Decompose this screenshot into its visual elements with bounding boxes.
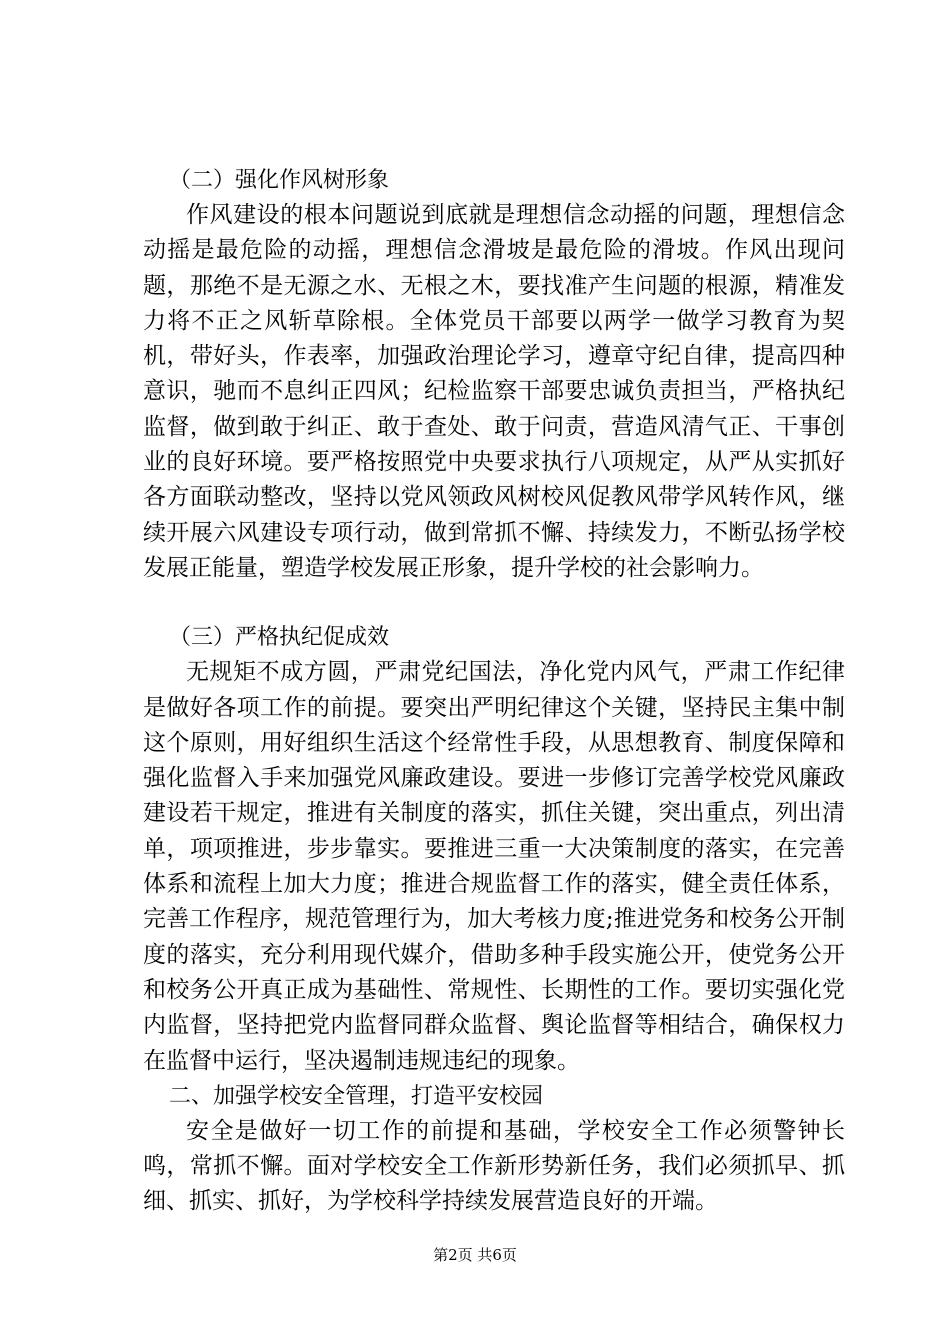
section-paragraph: 作风建设的根本问题说到底就是理想信念动摇的问题，理想信念动摇是最危险的动摇，理想信念滑坡是最危险的滑坡。作风出现问题，那绝不是无源之水、无根之木，要找准产生问题的根源，精准发力将不正之风斩草除根。全体党员干部要以两学一做学习教育为契机，带好头，作表率，加强政治理论学习，遵章守纪自律，提高四种意识，驰而不息纠正四风；纪检监察干部要忠诚负责担当，严格执纪监督，做到敢于纠正、敢于查处、敢于问责，营造风清气正、干事创业的良好环境。要严格按照党中央要求执行八项规定，从严从实抓好各方面联动整改，坚持以党风领政风树校风促教风带学风转作风，继续开展六风建设专项行动，做到常抓不懈、持续发力，不断弘扬学校发展正能量，塑造学校发展正形象，提升学校的社会影响力。 <box>143 202 845 581</box>
document-body <box>143 163 845 1220</box>
section-paragraph: 无规矩不成方圆，严肃党纪国法，净化党内风气，严肃工作纪律是做好各项工作的前提。要突出严明纪律这个关键，坚持民主集中制这个原则，用好组织生活这个经常性手段，从思想教育、制度保障和强化监督入手来加强党风廉政建设。要进一步修订完善学校党风廉政建设若干规定，推进有关制度的落实，抓住关键，突出重点，列出清单，项项推进，步步靠实。要推进三重一大决策制度的落实，在完善体系和流程上加大力度；推进合规监督工作的落实，健全责任体系，完善工作程序，规范管理行为，加大考核力度;推进党务和校务公开制度的落实，充分利用现代媒介，借助多种手段实施公开，使党务公开和校务公开真正成为基础性、常规性、长期性的工作。要切实强化党内监督，坚持把党内监督同群众监督、舆论监督等相结合，确保权力在监督中运行，坚决遏制违规违纪的现象。 <box>143 659 845 1074</box>
section-heading: （二）强化作风树形象 <box>169 168 390 193</box>
section-spacer <box>143 586 845 620</box>
section-heading: （三）严格执纪促成效 <box>169 625 390 651</box>
section-strengthen-style <box>143 163 845 586</box>
section-heading: 二、加强学校安全管理，打造平安校园 <box>169 1083 544 1109</box>
page-footer: 第2页 共6页 <box>433 1246 517 1264</box>
section-strict-discipline <box>143 620 845 1079</box>
section-paragraph: 安全是做好一切工作的前提和基础，学校安全工作必须警钟长鸣，常抓不懈。面对学校安全工作新形势新任务，我们必须抓早、抓细、抓实、抓好，为学校科学持续发展营造良好的开端。 <box>143 1117 845 1215</box>
section-campus-safety <box>143 1079 845 1220</box>
